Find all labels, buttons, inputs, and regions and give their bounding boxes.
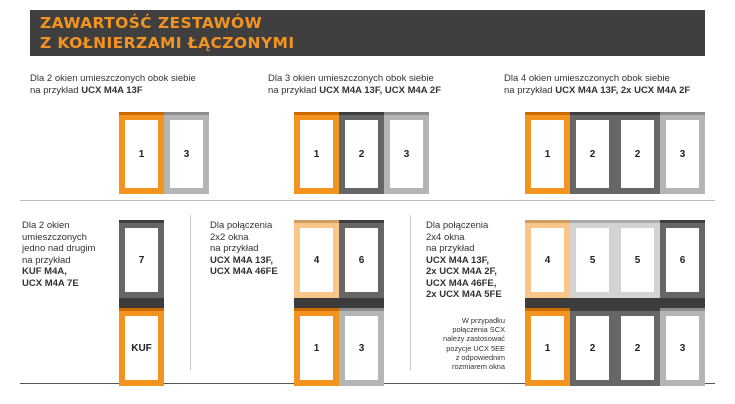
window-tile — [615, 220, 660, 298]
window-tile — [339, 112, 384, 194]
example-product: UCX M4A 13F, — [210, 254, 273, 266]
scx-note — [443, 316, 505, 371]
tile-cap — [570, 308, 615, 311]
section-3-label — [504, 73, 690, 96]
tile-number: 3 — [358, 343, 365, 354]
label-line: Dla połączenia — [426, 220, 489, 231]
note-line: połączenia SCX — [452, 325, 505, 335]
tile-number: 7 — [138, 255, 145, 266]
tile-number: 4 — [544, 255, 551, 266]
tile-number: 2 — [634, 149, 641, 160]
tile-number: 2 — [589, 149, 596, 160]
flashing-connector — [119, 296, 164, 310]
tile-number: 1 — [313, 343, 320, 354]
window-tile — [525, 112, 570, 194]
tile-number: 1 — [313, 149, 320, 160]
label-line: Dla 2 okien umieszczonych obok siebie — [30, 73, 196, 84]
note-line: z odpowiednim — [455, 352, 505, 362]
tile-cap — [525, 220, 570, 223]
label-line: na przykład — [426, 243, 475, 254]
tile-cap — [119, 308, 164, 311]
note-line: pozycje UCX 5EE — [446, 343, 505, 353]
window-tile — [119, 308, 164, 386]
window-tile — [570, 220, 615, 298]
tile-cap — [339, 308, 384, 311]
tile-cap — [294, 308, 339, 311]
window-tile — [294, 308, 339, 386]
diagram-section-3 — [525, 112, 707, 196]
tile-cap — [660, 308, 705, 311]
tile-number: 6 — [679, 255, 686, 266]
window-tile — [570, 112, 615, 194]
tile-number: 2 — [634, 343, 641, 354]
tile-number: 3 — [183, 149, 190, 160]
flashing-connector — [525, 296, 705, 310]
label-line: na przykład — [22, 254, 71, 266]
label-line: na przykład — [210, 243, 259, 254]
tile-cap — [119, 220, 164, 223]
note-line: rozmiarem okna — [452, 362, 505, 372]
page-title — [40, 13, 295, 53]
tile-number: 5 — [589, 255, 596, 266]
tile-cap — [294, 112, 339, 115]
window-tile — [339, 308, 384, 386]
label-line: umieszczonych — [22, 231, 87, 243]
tile-number: 3 — [679, 149, 686, 160]
column-divider — [410, 215, 411, 370]
diagram-section-1 — [119, 112, 211, 196]
label-line: 2x4 okna — [426, 231, 465, 243]
example-product: UCX M4A 13F, — [426, 254, 489, 266]
title-line-1: ZAWARTOŚĆ ZESTAWÓW — [40, 14, 263, 32]
tile-cap — [384, 112, 429, 115]
tile-number: 3 — [403, 149, 410, 160]
title-line-2: Z KOŁNIERZAMI ŁĄCZONYMI — [40, 34, 295, 52]
diagram-section-6 — [525, 220, 707, 388]
tile-number: 2 — [589, 343, 596, 354]
window-tile — [384, 112, 429, 194]
example-product: UCX M4A 13F, UCX M4A 2F — [319, 84, 441, 96]
label-line: 2x2 okna — [210, 231, 249, 243]
example-product: UCX M4A 46FE — [210, 266, 278, 277]
tile-cap — [615, 308, 660, 311]
section-6-label — [426, 220, 502, 301]
example-prefix: na przykład — [30, 84, 82, 96]
tile-number: 6 — [358, 255, 365, 266]
window-tile — [615, 308, 660, 386]
tile-number: 1 — [544, 149, 551, 160]
tile-cap — [570, 220, 615, 223]
example-product: 2x UCX M4A 5FE — [426, 289, 502, 300]
window-tile — [660, 308, 705, 386]
section-divider — [20, 200, 715, 201]
label-line: Dla 2 okien — [22, 220, 70, 231]
window-tile — [525, 220, 570, 298]
window-tile — [660, 220, 705, 298]
window-tile — [525, 308, 570, 386]
label-line: Dla połączenia — [210, 220, 273, 231]
tile-number: 1 — [544, 343, 551, 354]
example-product: KUF M4A, — [22, 266, 67, 277]
window-tile — [119, 220, 164, 298]
label-line: Dla 3 okien umieszczonych obok siebie — [268, 73, 434, 84]
section-4-label — [22, 220, 95, 289]
example-product: UCX M4A 13F, 2x UCX M4A 2F — [555, 84, 691, 96]
tile-number: 2 — [358, 149, 365, 160]
tile-number: 1 — [138, 149, 145, 160]
tile-cap — [525, 308, 570, 311]
tile-number: 3 — [679, 343, 686, 354]
section-2-label — [268, 73, 441, 96]
section-5-label — [210, 220, 278, 278]
diagram-section-2 — [294, 112, 431, 196]
diagram-section-5 — [294, 220, 386, 388]
header-banner — [30, 10, 705, 56]
tile-cap — [294, 220, 339, 223]
tile-cap — [119, 112, 164, 115]
tile-cap — [660, 220, 705, 223]
tile-cap — [570, 112, 615, 115]
tile-cap — [615, 220, 660, 223]
column-divider — [190, 215, 191, 370]
flashing-connector — [294, 296, 384, 310]
example-product: UCX M4A 13F — [81, 84, 143, 96]
window-tile — [294, 220, 339, 298]
window-tile — [660, 112, 705, 194]
tile-cap — [525, 112, 570, 115]
diagram-section-4 — [119, 220, 166, 388]
tile-number: 4 — [313, 255, 320, 266]
example-product: 2x UCX M4A 2F, — [426, 266, 497, 277]
example-product: UCX M4A 7E — [22, 277, 79, 289]
window-tile — [339, 220, 384, 298]
label-line: jedno nad drugim — [22, 243, 96, 254]
example-product: UCX M4A 46FE, — [426, 277, 497, 289]
note-line: W przypadku — [461, 316, 505, 325]
window-tile — [294, 112, 339, 194]
tile-number: KUF — [131, 343, 152, 354]
example-prefix: na przykład — [268, 84, 320, 96]
note-line: należy zastosować — [442, 334, 505, 344]
tile-cap — [615, 112, 660, 115]
window-tile — [615, 112, 660, 194]
label-line: Dla 4 okien umieszczonych obok siebie — [504, 73, 670, 84]
window-tile — [119, 112, 164, 194]
window-tile — [570, 308, 615, 386]
tile-number: 5 — [634, 255, 641, 266]
tile-cap — [164, 112, 209, 115]
example-prefix: na przykład — [504, 84, 556, 96]
tile-cap — [339, 112, 384, 115]
tile-cap — [339, 220, 384, 223]
tile-cap — [660, 112, 705, 115]
section-1-label — [30, 73, 196, 96]
window-tile — [164, 112, 209, 194]
